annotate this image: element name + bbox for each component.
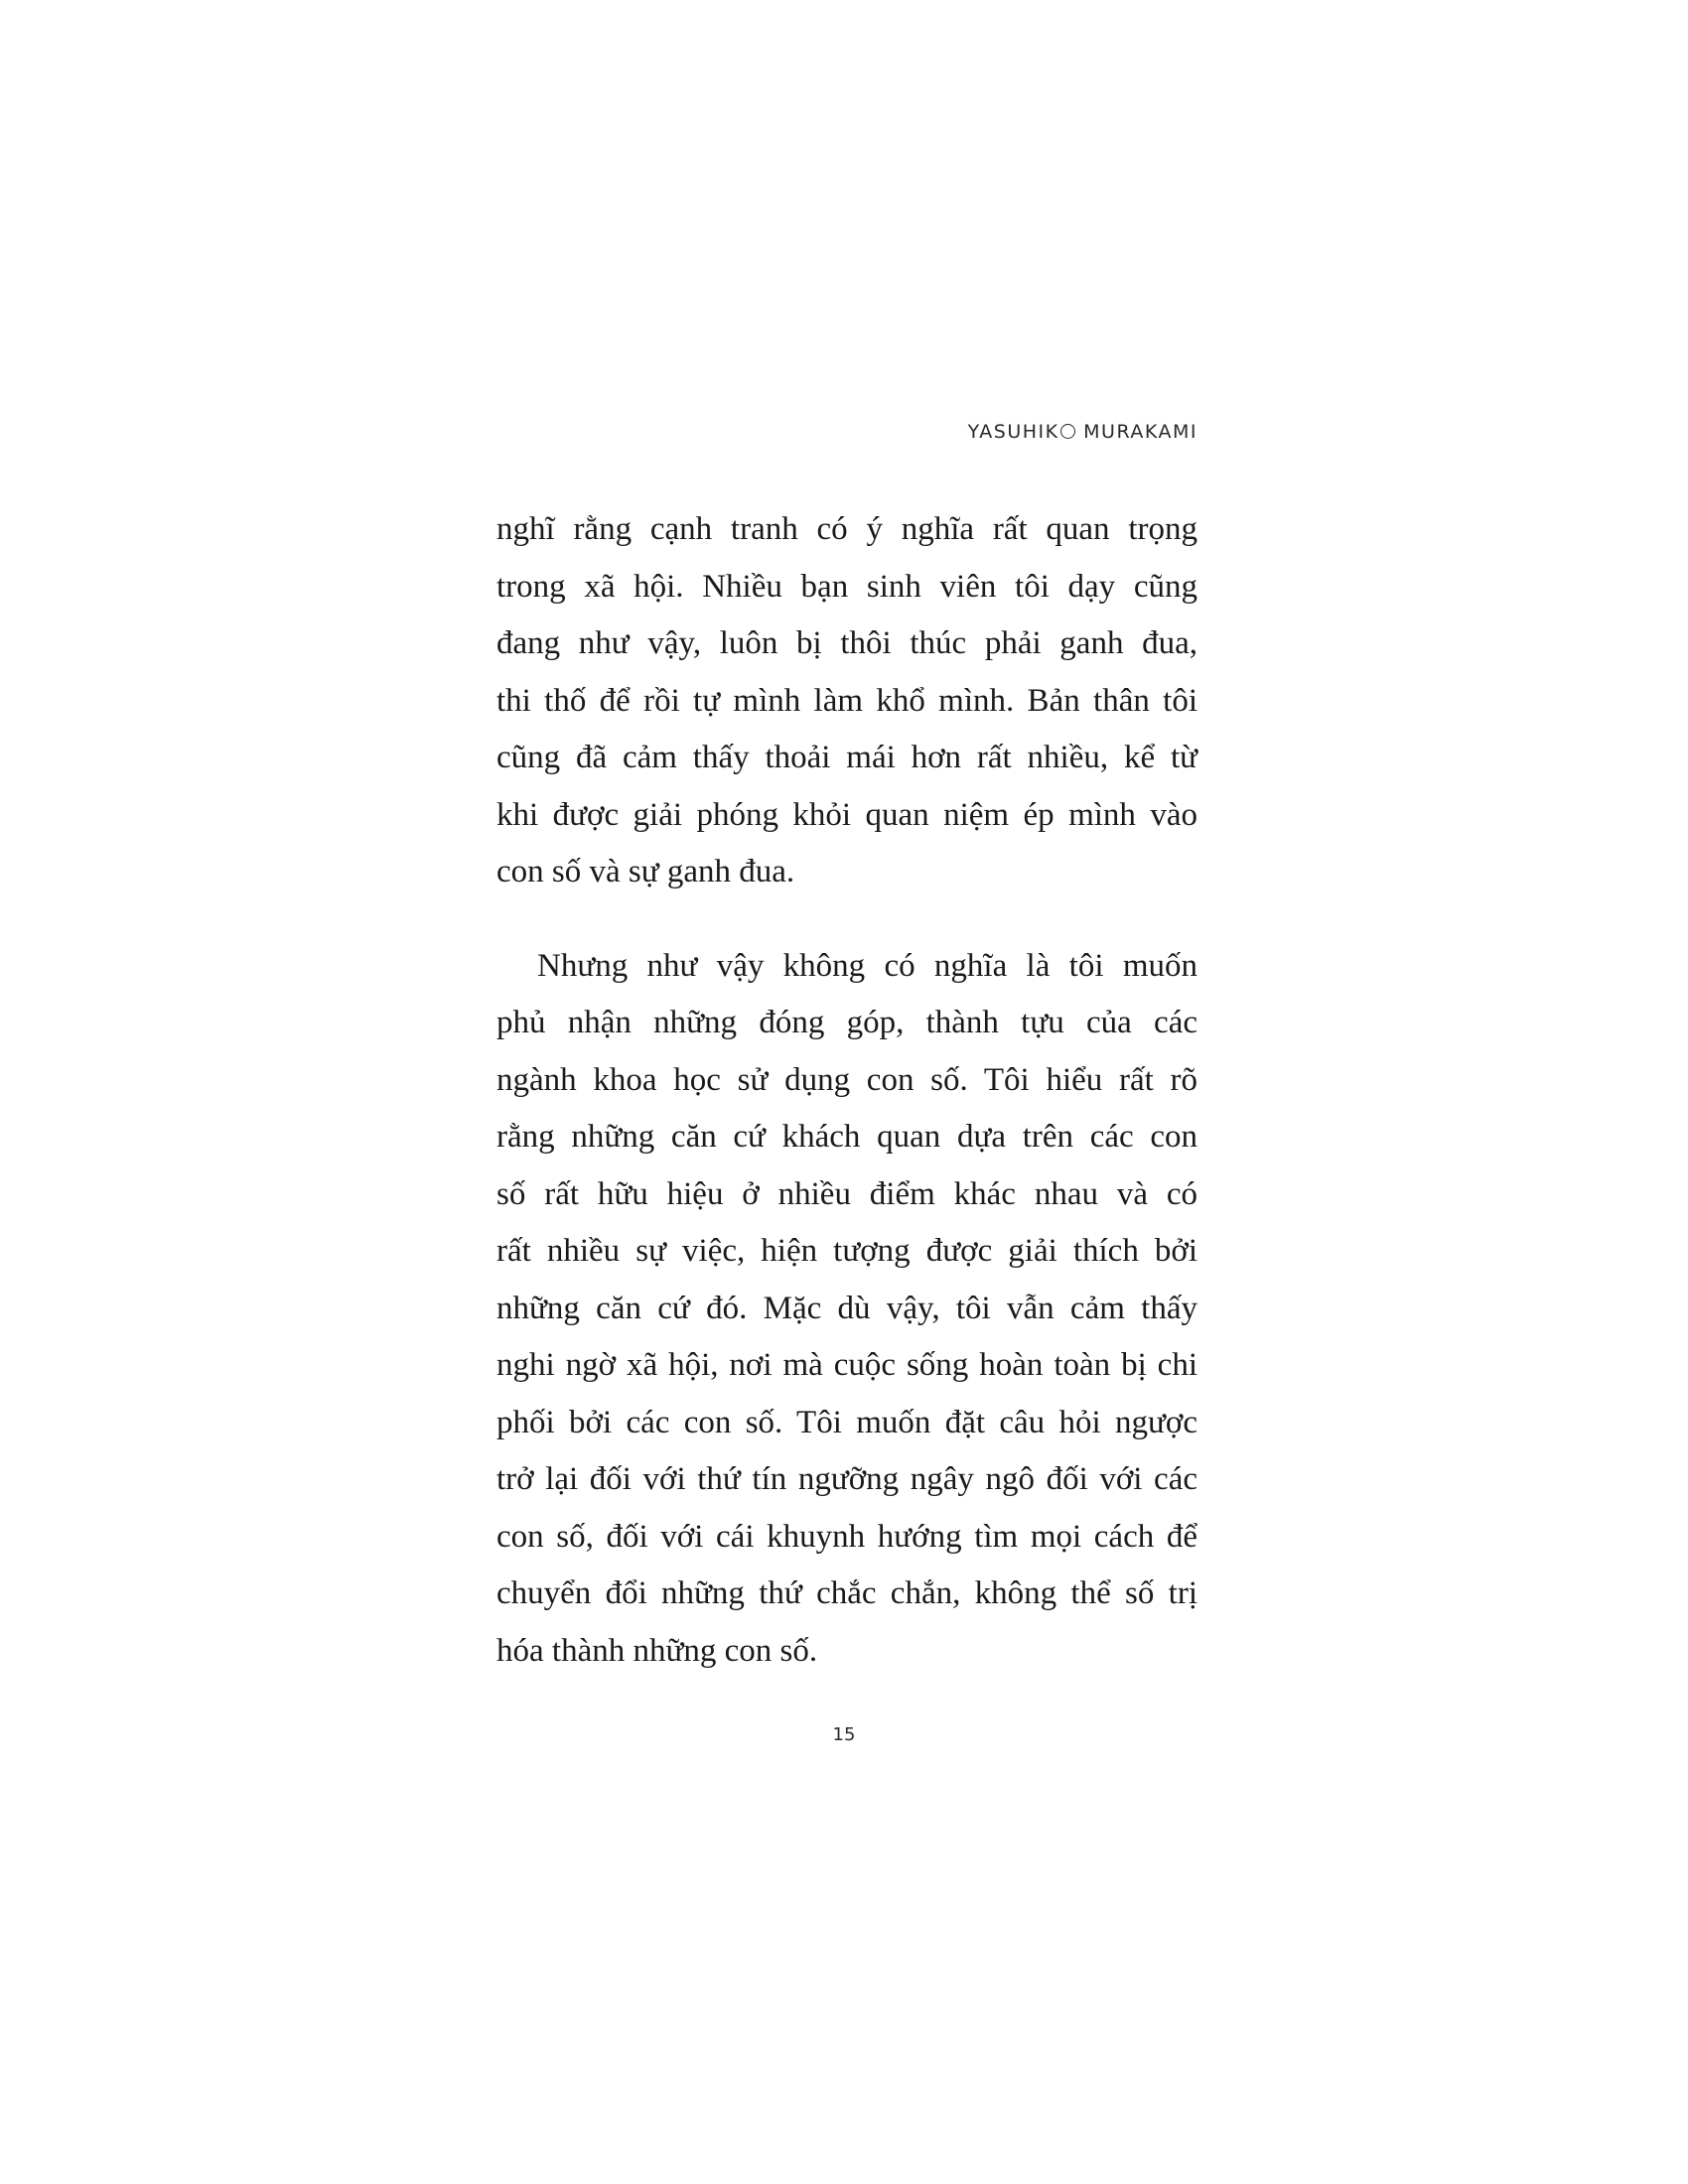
text-line: phối bởi các con số. Tôi muốn đặt câu hỏi ngược xyxy=(496,1404,1197,1440)
text-line: thi thố để rồi tự mình làm khổ mình. Bản thân tôi xyxy=(496,682,1197,719)
text-line: con số, đối với cái khuynh hướng tìm mọi cách để xyxy=(496,1518,1197,1555)
text-line: khi được giải phóng khỏi quan niệm ép mình vào xyxy=(496,796,1197,833)
text-line: con số và sự ganh đua. xyxy=(496,854,795,889)
text-line: số rất hữu hiệu ở nhiều điểm khác nhau và có xyxy=(496,1175,1197,1212)
paragraph-1 xyxy=(496,501,1197,901)
text-line: Nhưng như vậy không có nghĩa là tôi muốn xyxy=(537,947,1197,984)
text-line: nghĩ rằng cạnh tranh có ý nghĩa rất quan trọng xyxy=(496,511,1197,547)
text-line: cũng đã cảm thấy thoải mái hơn rất nhiều, kể từ xyxy=(496,740,1197,775)
paragraph-spacer xyxy=(496,901,1197,938)
text-line: rằng những căn cứ khách quan dựa trên các con xyxy=(496,1119,1197,1155)
author-name-part1: YASUHIK xyxy=(967,421,1059,443)
page-number: 15 xyxy=(832,1724,856,1745)
text-line: trong xã hội. Nhiều bạn sinh viên tôi dạy cũng xyxy=(496,568,1197,605)
text-line: đang như vậy, luôn bị thôi thúc phải ganh đua, xyxy=(496,625,1197,661)
text-line: nghi ngờ xã hội, nơi mà cuộc sống hoàn toàn bị chi xyxy=(496,1347,1197,1383)
circle-o-glyph xyxy=(1060,424,1075,439)
running-header xyxy=(968,421,1197,443)
text-line: phủ nhận những đóng góp, thành tựu của các xyxy=(496,1005,1197,1040)
text-line: chuyển đổi những thứ chắc chắn, không thể số trị xyxy=(496,1575,1197,1611)
text-line: những căn cứ đó. Mặc dù vậy, tôi vẫn cảm thấy xyxy=(496,1290,1197,1326)
text-line: hóa thành những con số. xyxy=(496,1632,818,1669)
paragraph-2 xyxy=(496,938,1197,1681)
text-line: rất nhiều sự việc, hiện tượng được giải thích bởi xyxy=(496,1233,1197,1269)
body-text xyxy=(496,501,1197,1680)
text-line: trở lại đối với thứ tín ngưỡng ngây ngô đối với các xyxy=(496,1461,1197,1497)
text-line: ngành khoa học sử dụng con số. Tôi hiểu rất rõ xyxy=(496,1061,1197,1098)
author-name-part2: MURAKAMI xyxy=(1083,421,1197,443)
